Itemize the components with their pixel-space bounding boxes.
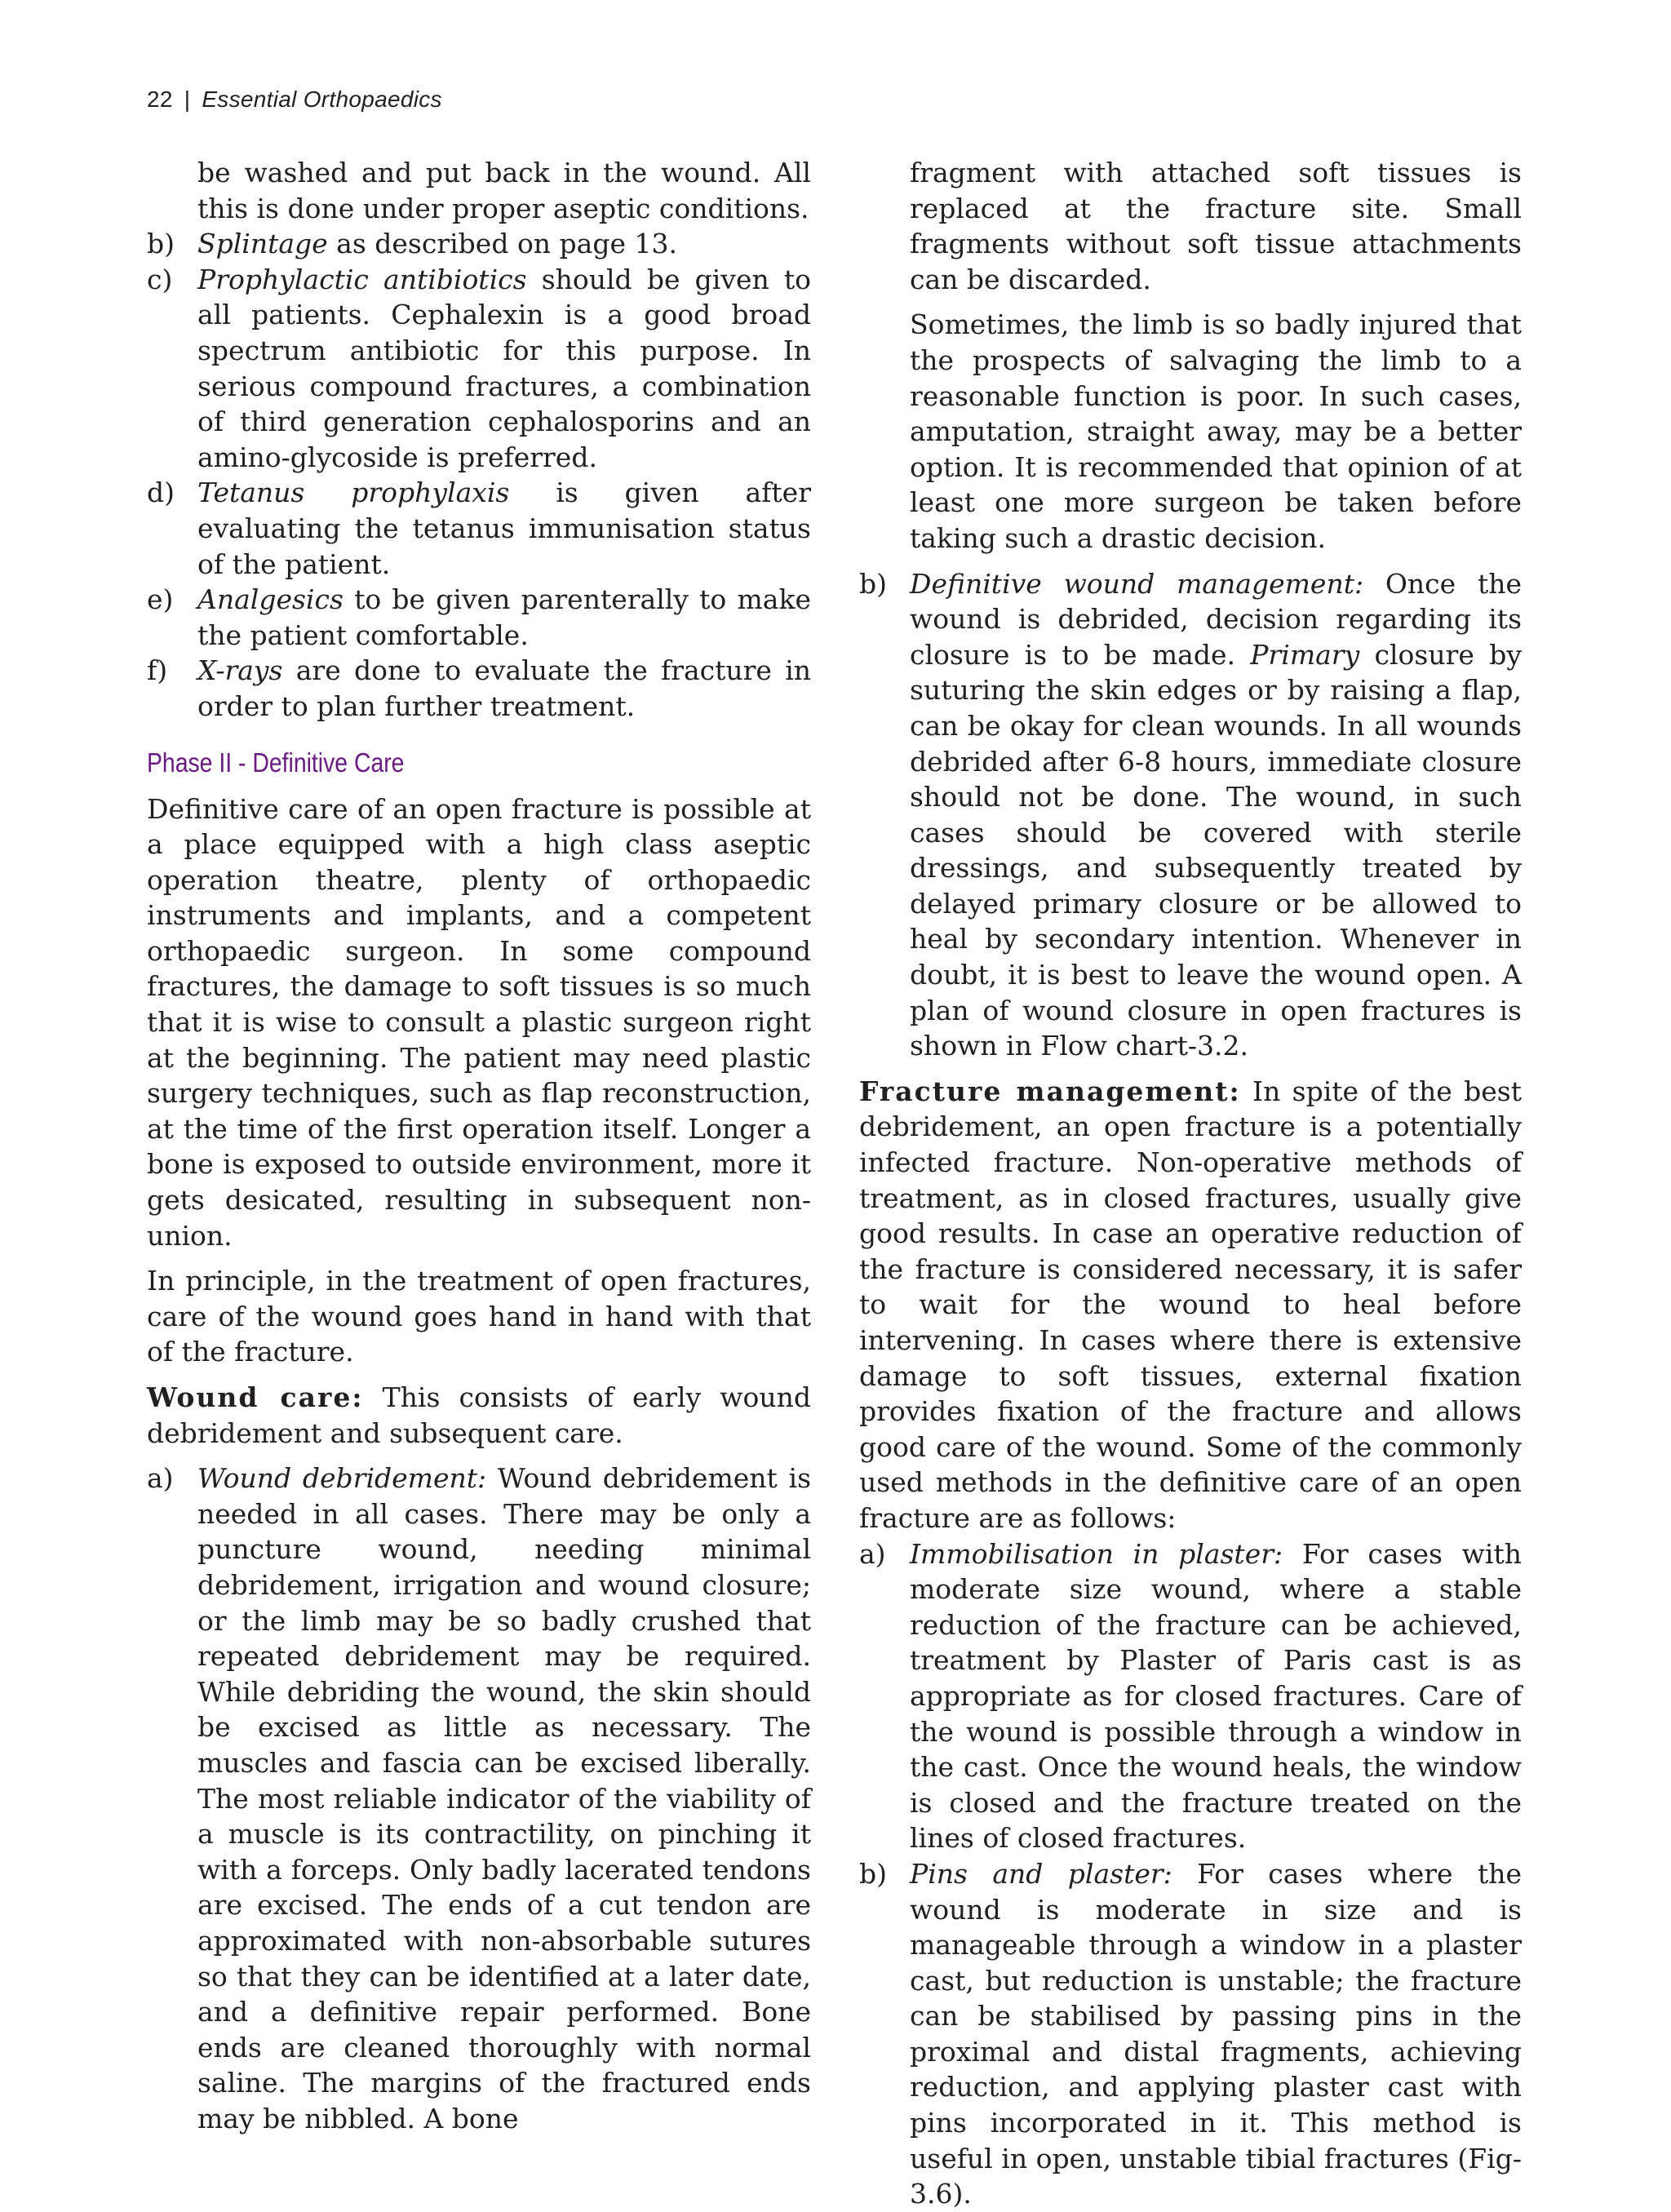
list-marker: b) [859,567,887,600]
list-text: For cases where the wound is moderate in size and is manageable through a window in a plaster cast, but reduction is unstable; the fracture can be stabilised by passing pins in the proximal and distal fragments, achieving reduction, and applying plaster cast with pins incorporated in it. This method is useful in open, unstable tibial fractures (Fig-3.6). [910,1857,1522,2210]
list-text: Once the wound is debrided, decision regarding its closure is to be made. [910,567,1522,671]
list-text: For cases with moderate size wound, where a stable reduction of the fracture can be achieved, treatment by Plaster of Paris cast is as appropriate as for closed fractures. Care of the wound is possible through a window in the cast. Once the wound heals, the window is closed and the fracture treated on the lines of closed fractures. [910,1537,1522,1855]
paragraph-text: In spite of the best debridement, an open fracture is a potentially infected fracture. Non-operative methods of treatment, as in closed fractures, usually give good results. In case an operative reduction of the fracture is considered necessary, it is safer to wait for the wound to heal before intervening. In cases where there is extensive damage to soft tissues, external fixation provides fixation of the fracture and allows good care of the wound. Some of the commonly used methods in the definitive care of an open fracture are as follows: [859,1075,1522,1534]
list-term: Pins and plaster: [910,1857,1172,1890]
list-text: to be given parenterally to make the patient comfortable. [197,583,811,651]
list-marker: f) [147,654,168,687]
list-term: Prophylactic antibiotics [197,263,527,295]
list-marker: b) [859,1857,887,1890]
list-item-xrays [147,653,811,724]
section-heading: Phase II - Definitive Care [147,747,405,778]
list-term: Definitive wound management: [910,567,1364,600]
list-item-pins-and-plaster [859,1856,1522,2212]
list-item-analgesics [147,582,811,653]
emphasis-primary: Primary [1250,638,1360,671]
header-separator: | [184,86,191,112]
page-number: 22 [147,86,173,112]
list-item-tetanus [147,475,811,582]
paragraph-fracture-management [859,1074,1522,1536]
paragraph-definitive-care: Definitive care of an open fracture is possible at a place equipped with a high class aseptic operation theatre, plenty of orthopaedic instruments and implants, and a competent orthopaedic surgeon. In some compound fractures, the damage to soft tissues is so much that it is wise to consult a plastic surgeon right at the beginning. The patient may need plastic surgery techniques, such as flap reconstruction, at the time of the first operation itself. Longer a bone is exposed to outside environment, more it gets desicated, resulting in subsequent non-union. [147,792,811,1252]
run-in-heading: Wound care: [147,1381,364,1413]
list-marker: a) [859,1537,886,1570]
list-marker: b) [147,228,175,260]
running-header [147,86,442,113]
paragraph-wound-care [147,1380,811,1451]
list-item-immobilisation [859,1536,1522,1856]
list-text: Wound debridement is needed in all cases. There may be only a puncture wound, needing minimal debridement, irrigation and wound closure; or the limb may be so badly crushed that repeated debridement may be required. While debriding the wound, the skin should be excised as little as necessary. The muscles and fascia can be excised liberally. The most reliable indicator of the viability of a muscle is its contractility, on pinching it with a forceps. Only badly lacerated tendons are excised. The ends of a cut tendon are approximated with non-absorbable sutures so that they can be identified at a later date, and a definitive repair performed. Bone ends are cleaned thoroughly with normal saline. The margins of the fractured ends may be nibbled. A bone [197,1462,811,2134]
paragraph-principle: In principle, in the treatment of open fractures, care of the wound goes hand in hand with that of the fracture. [147,1265,811,1368]
list-text: is given after evaluating the tetanus immunisation status of the patient. [197,477,811,580]
list-term: Tetanus prophylaxis [197,477,510,509]
run-in-heading: Fracture management: [859,1075,1241,1107]
list-text: should be given to all patients. Cephalexin is a good broad spectrum antibiotic for this purpose. In serious compound fractures, a combination of third generation cephalosporins and an amino-glycoside is preferred. [197,263,811,473]
book-title: Essential Orthopaedics [202,86,442,112]
list-term: Analgesics [197,583,344,616]
list-item-splintage [147,226,811,262]
list-text: closure by suturing the skin edges or by raising a flap, can be okay for clean wounds. In all wounds debrided after 6-8 hours, immediate closure should not be done. The wound, in such cases should be covered with sterile dressings, and subsequently treated by delayed primary closure or be allowed to heal by secondary intention. Whenever in doubt, it is best to leave the wound open. A plan of wound closure in open fractures is shown in Flow chart-3.2. [910,638,1522,1062]
list-item-antibiotics [147,262,811,476]
list-item-wound-debridement [147,1461,811,2136]
list-term: Splintage [197,228,328,260]
list-marker: d) [147,477,175,509]
continued-list-text: fragment with attached soft tissues is replaced at the fracture site. Small fragments without soft tissue attachments can be discarded. [910,157,1522,295]
continued-list-paragraph: Sometimes, the limb is so badly injured that the prospects of salvaging the limb to a reasonable function is poor. In such cases, amputation, straight away, may be a better option. It is recommended that opinion of at least one more surgeon be taken before taking such a drastic decision. [910,308,1522,554]
list-term: Immobilisation in plaster: [910,1537,1283,1570]
list-marker: c) [147,263,173,295]
paragraph-text: This consists of early wound debridement and subsequent care. [147,1381,812,1449]
right-column [859,155,1522,2212]
list-term: X-rays [197,654,283,687]
list-marker: a) [147,1462,174,1495]
list-marker: e) [147,583,174,616]
list-text: are done to evaluate the fracture in order to plan further treatment. [197,654,811,722]
left-column [147,155,811,2136]
continued-list-text: be washed and put back in the wound. All this is done under proper aseptic conditions. [197,157,811,224]
list-text: as described on page 13. [327,228,677,260]
list-item-definitive-wound-management [859,566,1522,1064]
list-term: Wound debridement: [197,1462,487,1495]
